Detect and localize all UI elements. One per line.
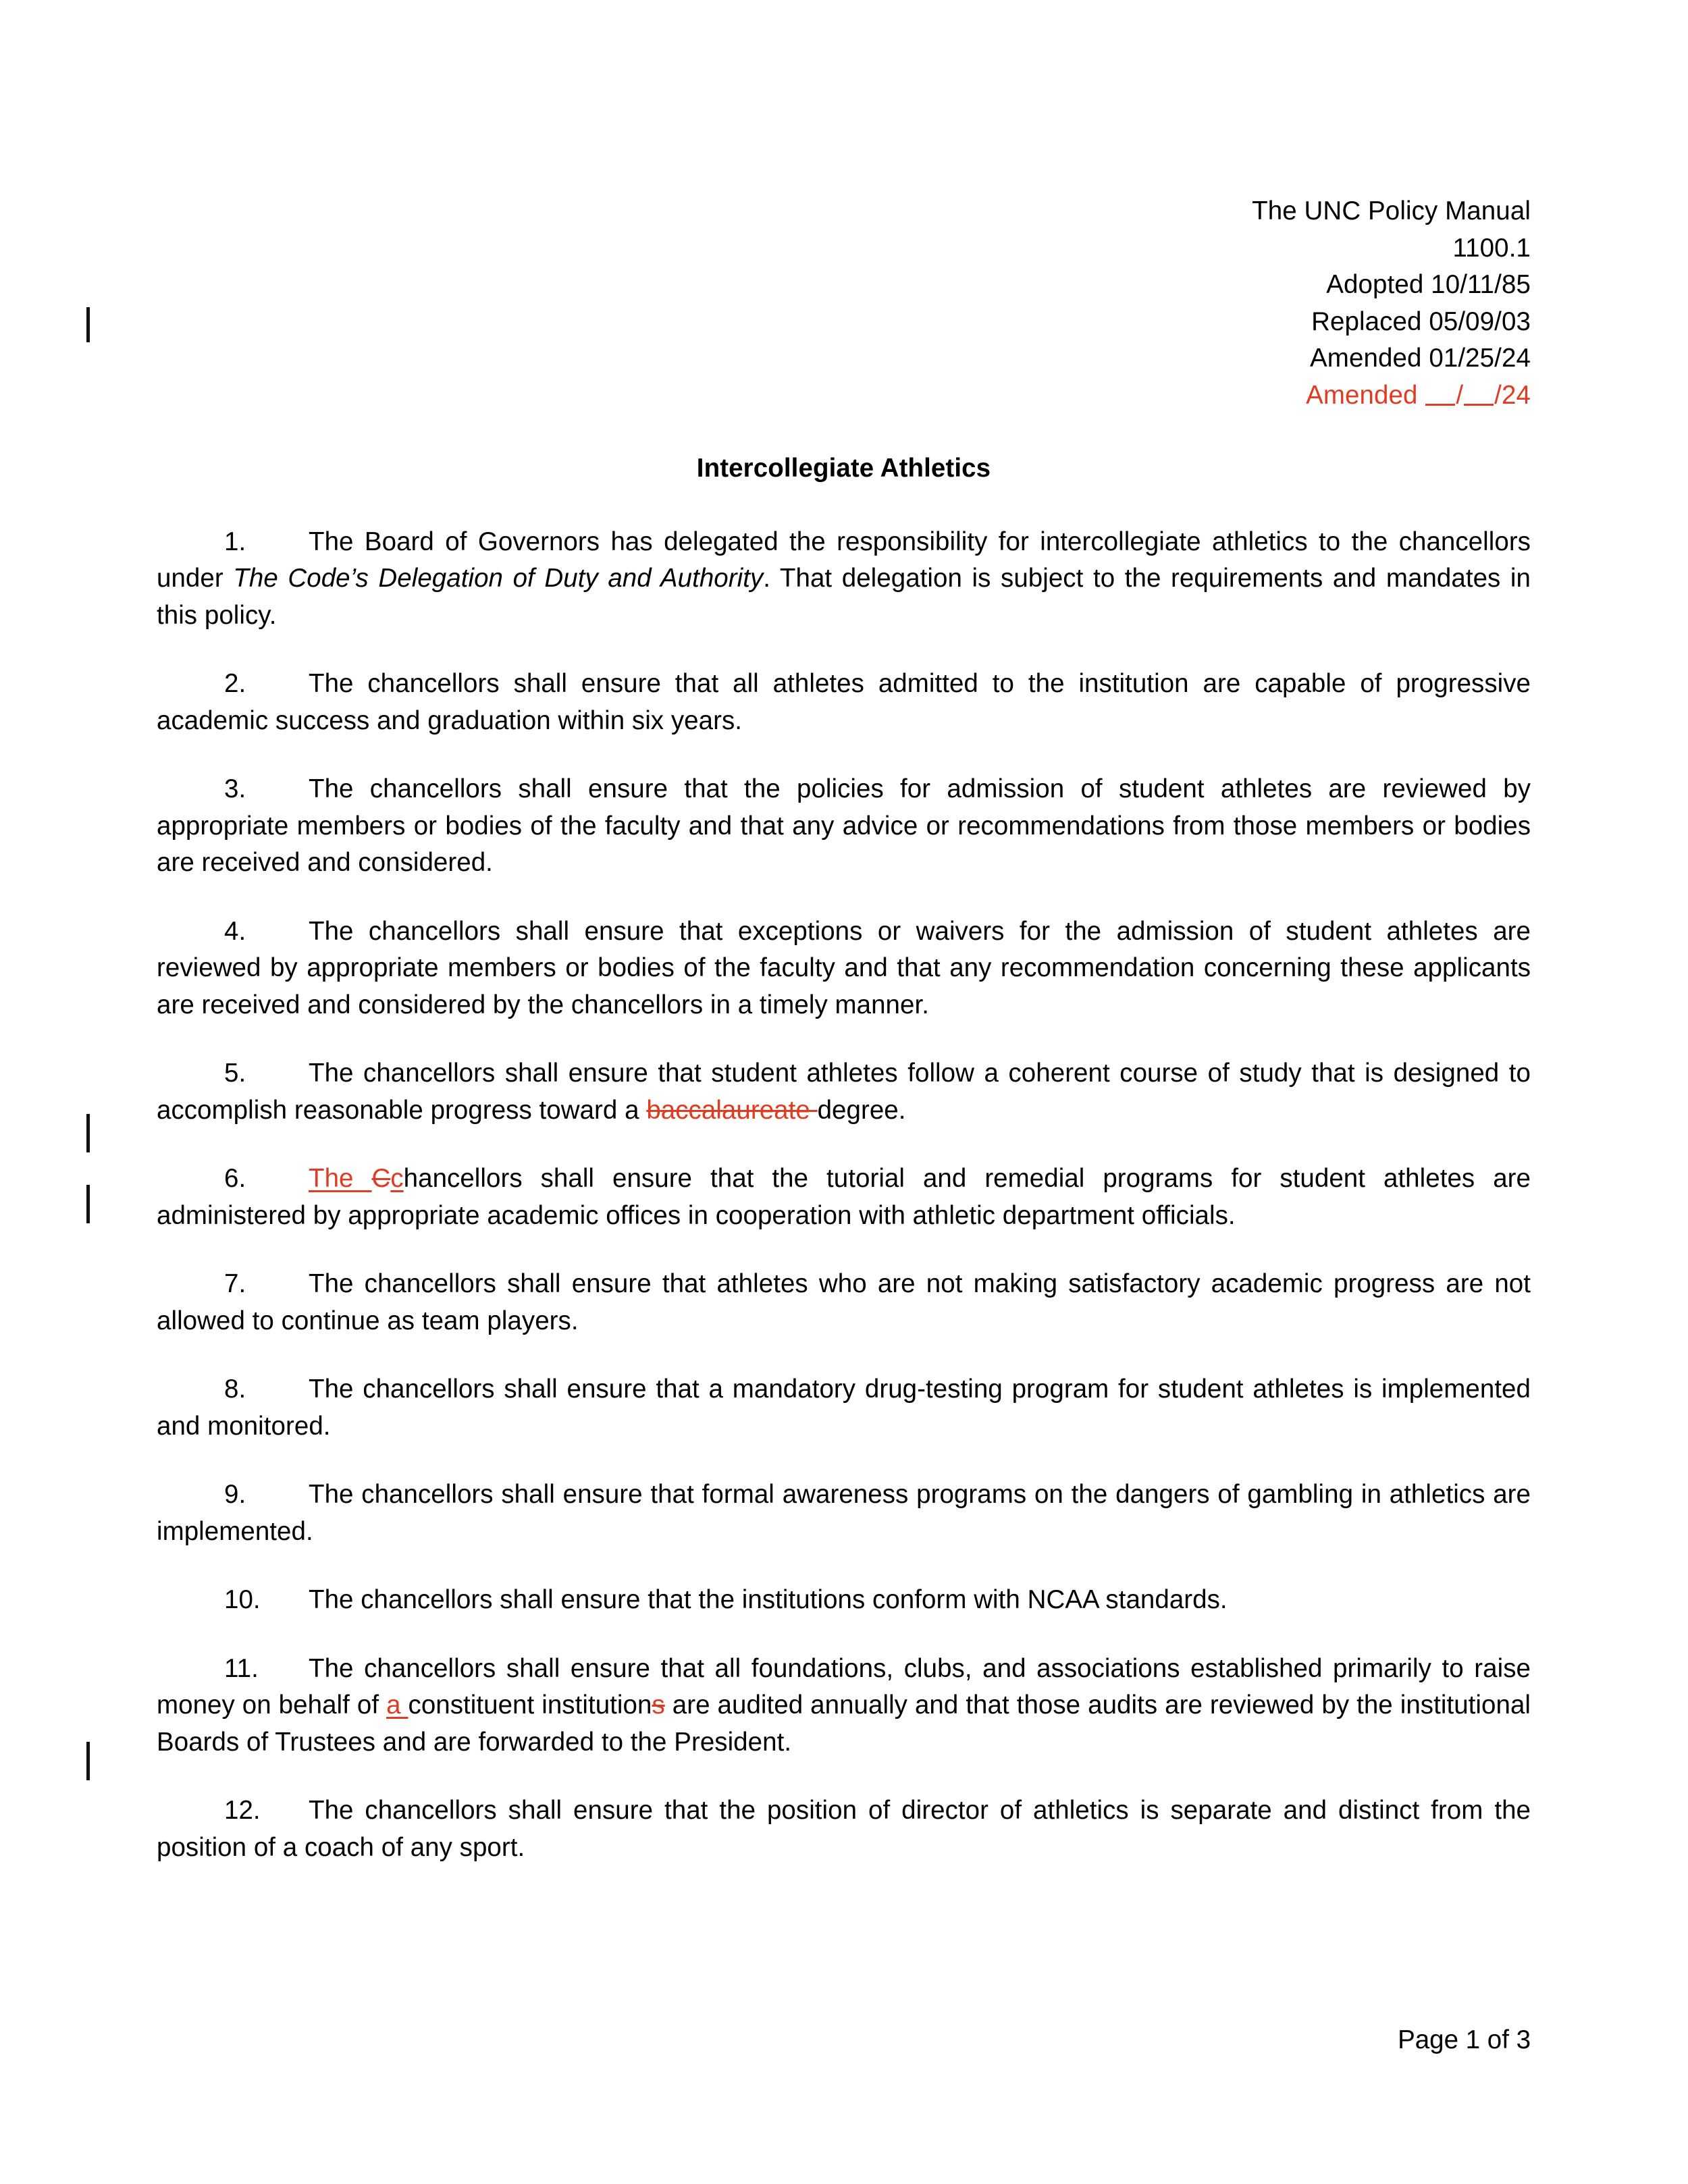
policy-paragraph-7 [157,1266,1531,1339]
paragraph-text-part-1: The chancellors shall ensure that all foundations, clubs, and associations established primarily to raise money on behalf of [157,1653,1531,1720]
paragraph-text: The chancellors shall ensure that a mandatory drug-testing program for student athletes is implemented and monitored. [157,1375,1531,1441]
inserted-text-the: The [309,1164,372,1193]
policy-paragraph-4 [157,913,1531,1024]
inserted-text-lowercase-c: c [390,1164,404,1193]
policy-paragraph-2 [157,666,1531,739]
paragraph-text: The chancellors shall ensure that all athletes admitted to the institution are capable of progressive academic success and graduation within six years. [157,669,1531,735]
paragraph-text: The chancellors shall ensure that the position of director of athletics is separate and distinct from the position of a coach of any sport. [157,1796,1531,1862]
policy-paragraph-5 [157,1055,1531,1129]
amended-date: Amended 01/25/24 [1310,344,1531,373]
paragraph-text: The chancellors shall ensure that the policies for admission of student athletes are reviewed by appropriate members or bodies of the faculty and that any advice or recommendations from those members or bodies are received and considered. [157,774,1531,877]
policy-paragraph-3 [157,771,1531,882]
paragraph-number: 1. [224,527,246,556]
manual-title: The UNC Policy Manual [1252,196,1531,225]
page-footer: Page 1 of 3 [1398,2025,1531,2054]
paragraph-number: 7. [224,1269,246,1298]
document-header [157,0,1531,414]
paragraph-number: 11. [224,1653,259,1683]
policy-paragraph-12 [157,1792,1531,1866]
paragraph-number: 12. [224,1796,261,1825]
replaced-date: Replaced 05/09/03 [1311,307,1531,336]
change-bar-header [86,307,90,342]
paragraph-number: 2. [224,669,246,698]
paragraph-text: The chancellors shall ensure that exceptions or waivers for the admission of student athletes are reviewed by appropriate members or bodies of the faculty and that any recommendation concerning these applicants are received and considered by the chancellors in a timely manner. [157,916,1531,1019]
deleted-text-baccalaureate: baccalaureate [646,1095,818,1125]
inserted-text-a: a [386,1690,408,1720]
amended-pending-date [157,377,1531,415]
paragraph-text: The chancellors shall ensure that the institutions conform with NCAA standards. [309,1585,1228,1614]
change-bar-para-11 [86,1742,90,1780]
paragraph-number: 5. [224,1059,246,1088]
paragraph-text: The chancellors shall ensure that athletes who are not making satisfactory academic progress are not allowed to continue as team players. [157,1269,1531,1335]
month-blank [1425,404,1455,406]
deleted-text-capital-c: C [371,1164,391,1193]
day-blank [1464,404,1494,406]
adopted-date: Adopted 10/11/85 [1326,270,1531,299]
paragraph-text-before-deletion: The chancellors shall ensure that student athletes follow a coherent course of study that is designed to accomplish reasonable progress toward a [157,1059,1531,1125]
code-reference-italic: The Code’s Delegation of Duty and Authority [233,564,764,593]
paragraph-number: 4. [224,916,246,946]
policy-paragraph-10 [157,1582,1531,1619]
policy-paragraph-6 [157,1161,1531,1234]
document-content [157,0,1531,1866]
policy-number: 1100.1 [1452,233,1531,263]
amended-pending-suffix: /24 [1494,380,1531,410]
policy-paragraph-9 [157,1476,1531,1550]
paragraph-text-after-italic: . That delegation is subject to the requirements and mandates in this policy. [157,564,1531,630]
paragraph-text: The chancellors shall ensure that formal awareness programs on the dangers of gambling in athletics are implemented. [157,1480,1531,1546]
paragraph-number: 10. [224,1585,261,1614]
change-bar-para-5 [86,1114,90,1152]
change-bar-para-6 [86,1185,90,1223]
paragraph-number: 8. [224,1375,246,1404]
paragraph-text-after-deletion: degree. [817,1095,906,1125]
paragraph-number: 3. [224,774,246,803]
paragraph-text: hancellors shall ensure that the tutorial and remedial programs for student athletes are administered by appropriate academic offices in cooperation with athletic department officials. [157,1164,1531,1230]
deleted-text-plural-s: s [652,1690,665,1720]
amended-pending-prefix: Amended [1306,380,1425,410]
paragraph-text-part-3: are audited annually and that those audits are reviewed by the institutional Boards of Trustees and are forwarded to the President. [157,1690,1531,1757]
paragraph-number: 9. [224,1480,246,1509]
paragraph-number: 6. [224,1164,246,1193]
policy-paragraph-8 [157,1371,1531,1445]
amended-pending-separator: / [1456,380,1464,410]
page-title: Intercollegiate Athletics [696,454,991,483]
paragraph-text-part-2: constituent institution [408,1690,652,1720]
policy-paragraph-1 [157,524,1531,635]
policy-paragraph-11 [157,1651,1531,1761]
paragraph-text-before-italic: The Board of Governors has delegated the responsibility for intercollegiate athletics to the chancellors under [157,527,1531,593]
